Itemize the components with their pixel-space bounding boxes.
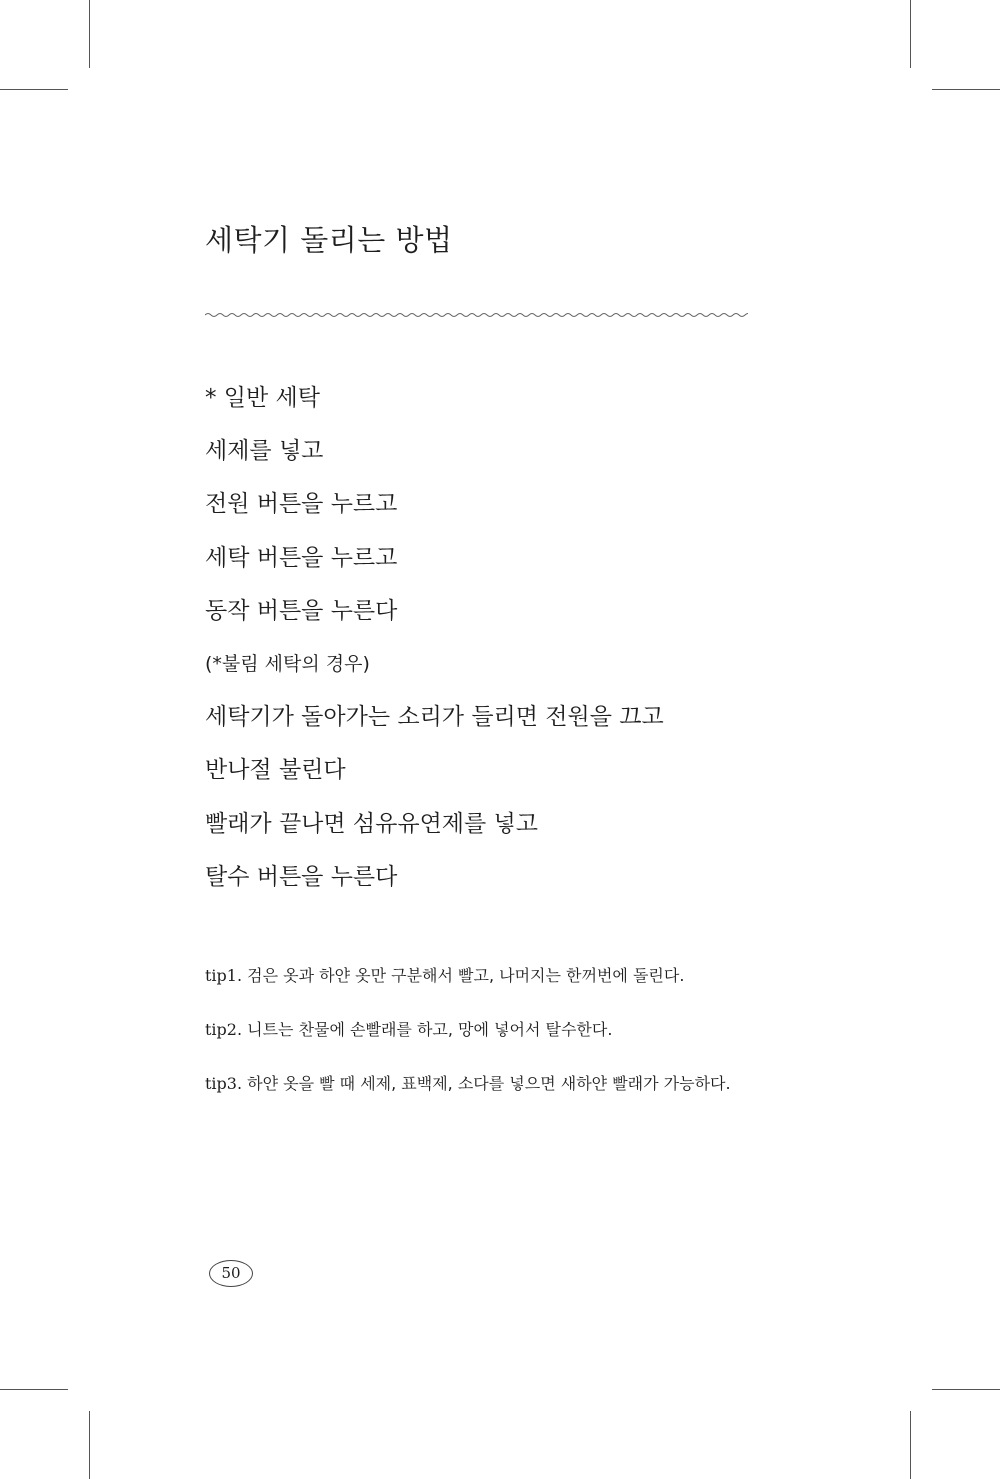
instruction-line: 세제를 넣고 bbox=[205, 438, 324, 465]
tip-label: tip3. bbox=[205, 1074, 243, 1093]
tip-text: 하얀 옷을 빨 때 세제, 표백제, 소다를 넣으면 새하얀 빨래가 가능하다. bbox=[242, 1074, 731, 1093]
crop-mark-bottom-left-vertical bbox=[89, 1411, 90, 1479]
tip-item bbox=[205, 1016, 753, 1043]
instruction-subheading: (*불림 세탁의 경우) bbox=[205, 652, 370, 675]
tip-item bbox=[205, 1070, 753, 1097]
tip-text: 니트는 찬물에 손빨래를 하고, 망에 넣어서 탈수한다. bbox=[242, 1020, 613, 1039]
page-number: 50 bbox=[209, 1260, 253, 1287]
tip-label: tip2. bbox=[205, 1020, 243, 1039]
wavy-divider bbox=[205, 308, 748, 322]
tip-label: tip1. bbox=[205, 966, 243, 985]
tip-text: 검은 옷과 하얀 옷만 구분해서 빨고, 나머지는 한꺼번에 돌린다. bbox=[242, 966, 685, 985]
instruction-list bbox=[205, 378, 664, 910]
crop-mark-top-right-horizontal bbox=[932, 89, 1000, 90]
instruction-line: 빨래가 끝나면 섬유유연제를 넣고 bbox=[205, 810, 538, 837]
crop-mark-top-right-vertical bbox=[910, 0, 911, 68]
crop-mark-bottom-right-vertical bbox=[910, 1411, 911, 1479]
tips-section bbox=[205, 962, 753, 1124]
crop-mark-bottom-right-horizontal bbox=[932, 1389, 1000, 1390]
crop-mark-bottom-left-horizontal bbox=[0, 1389, 68, 1390]
tip-item bbox=[205, 962, 753, 989]
instruction-line: 세탁기가 돌아가는 소리가 들리면 전원을 끄고 bbox=[205, 704, 664, 731]
crop-mark-top-left-horizontal bbox=[0, 89, 68, 90]
instruction-line: 동작 버튼을 누른다 bbox=[205, 597, 398, 624]
instruction-line: 반나절 불린다 bbox=[205, 757, 346, 784]
instruction-line: 세탁 버튼을 누르고 bbox=[205, 544, 398, 571]
instruction-line: * 일반 세탁 bbox=[205, 385, 320, 411]
crop-mark-top-left-vertical bbox=[89, 0, 90, 68]
page-title: 세탁기 돌리는 방법 bbox=[205, 223, 453, 257]
instruction-line: 전원 버튼을 누르고 bbox=[205, 491, 398, 518]
instruction-line: 탈수 버튼을 누른다 bbox=[205, 863, 398, 890]
